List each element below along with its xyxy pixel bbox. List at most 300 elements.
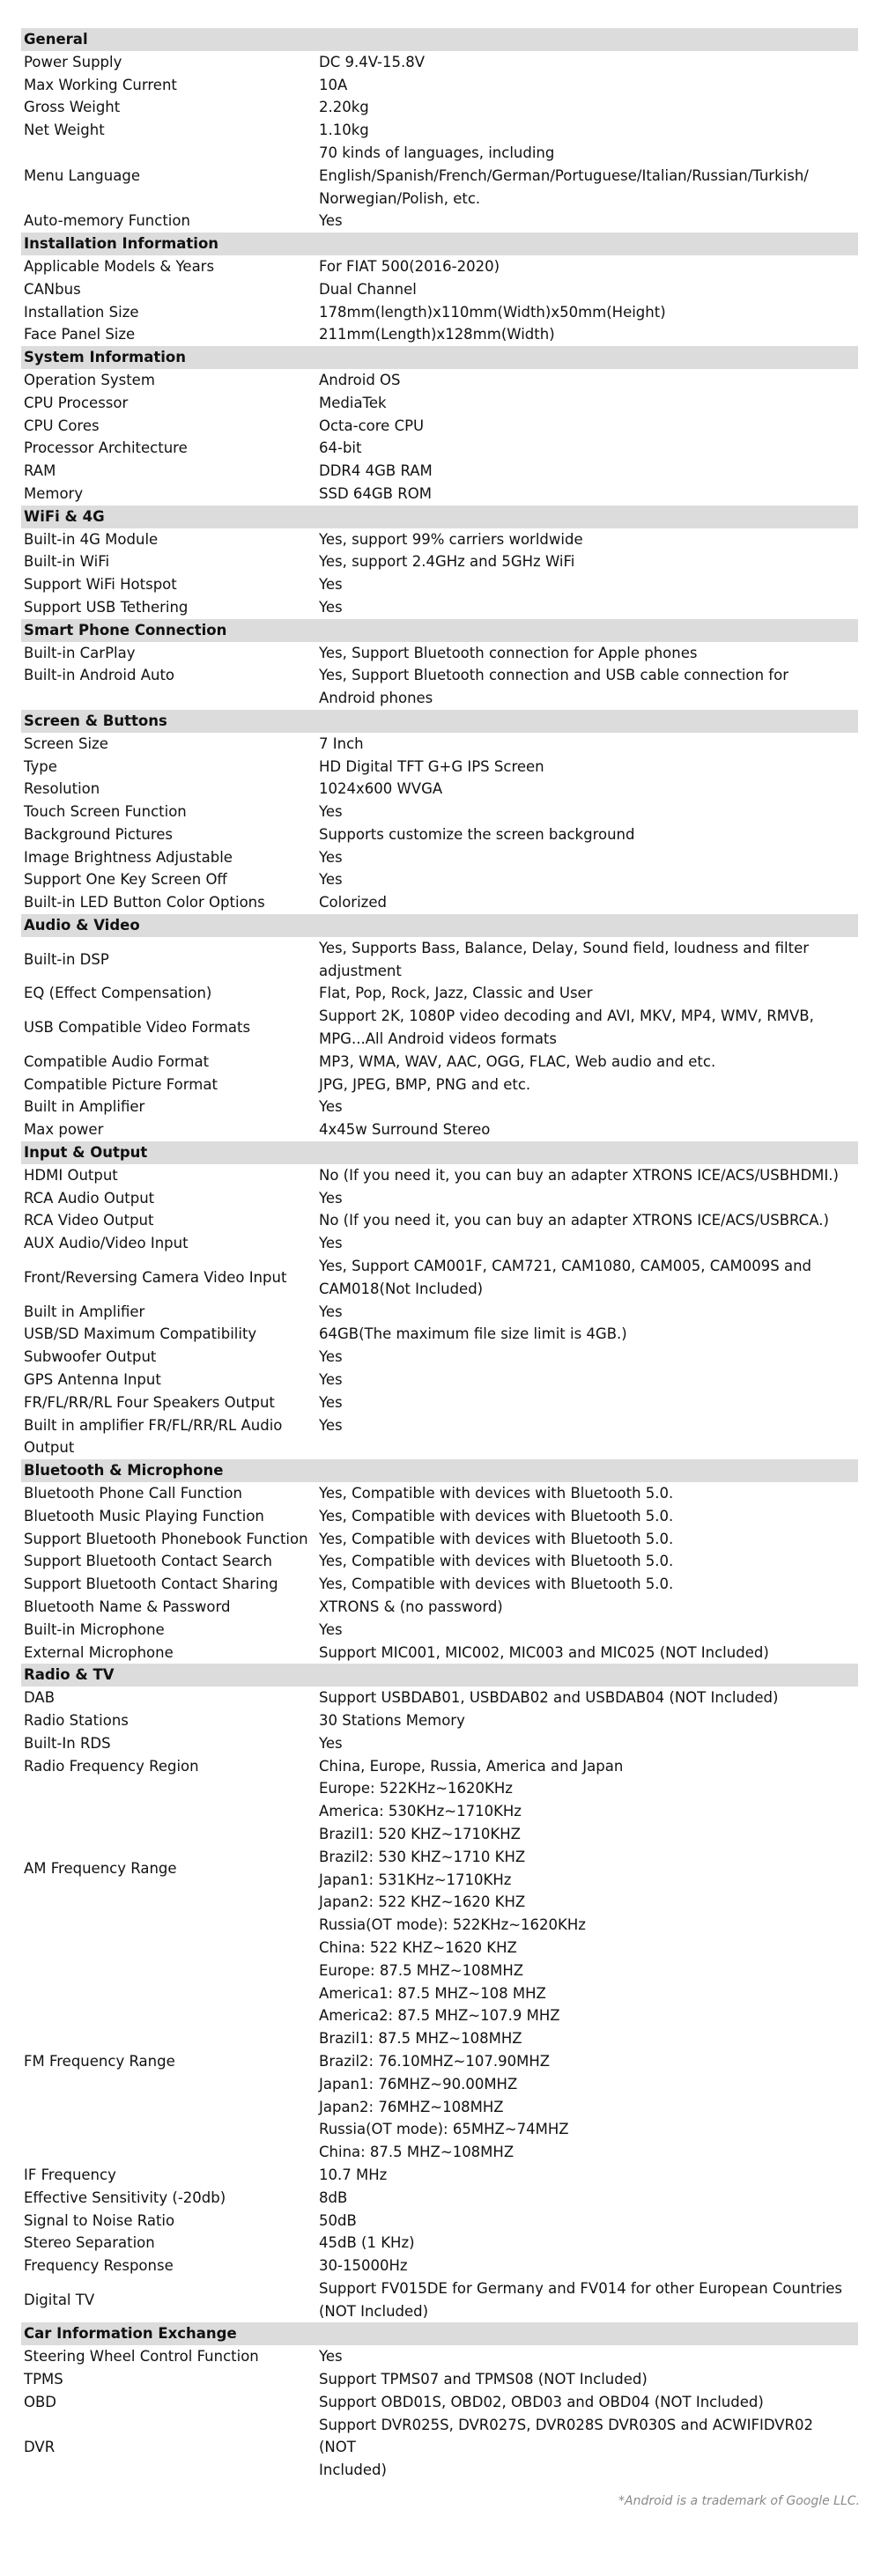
spec-value-line: Yes, support 99% carriers worldwide: [319, 530, 583, 548]
spec-label: Net Weight: [24, 122, 105, 139]
spec-label: Stereo Separation: [24, 2234, 155, 2252]
spec-value: [319, 369, 858, 392]
spec-label: Auto-memory Function: [24, 212, 190, 230]
spec-row: [21, 142, 858, 210]
spec-row: [21, 1118, 858, 1141]
spec-row: [21, 1323, 858, 1346]
spec-value-line: Yes: [319, 1235, 343, 1252]
spec-value-line: America: 530KHz~1710KHz: [319, 1803, 522, 1820]
spec-value: [319, 2210, 858, 2233]
spec-value: [319, 1209, 858, 1232]
spec-value-line: Russia(OT mode): 522KHz~1620KHz: [319, 1916, 586, 1934]
spec-label: RCA Audio Output: [24, 1189, 155, 1207]
spec-value-line: Japan2: 522 KHZ~1620 KHZ: [319, 1893, 526, 1911]
spec-row: [21, 2391, 858, 2414]
spec-value: [319, 528, 858, 551]
spec-value-line: 7 Inch: [319, 734, 364, 752]
spec-label: Built in Amplifier: [24, 1098, 145, 1116]
spec-row: [21, 1164, 858, 1187]
spec-row: [21, 1642, 858, 1664]
spec-value-line: 70 kinds of languages, including: [319, 144, 555, 161]
spec-row: [21, 1573, 858, 1596]
spec-value: [319, 868, 858, 891]
spec-label: Support Bluetooth Contact Search: [24, 1553, 272, 1570]
spec-value-line: Yes: [319, 1303, 343, 1320]
spec-label: Digital TV: [24, 2291, 95, 2308]
spec-value-line: Yes, Supports Bass, Balance, Delay, Sound field, loudness and filter: [319, 939, 810, 956]
spec-label: Built in Amplifier: [24, 1303, 145, 1320]
section-header-smart-phone-connection: Smart Phone Connection: [21, 619, 858, 642]
spec-value-line: Norwegian/Polish, etc.: [319, 189, 481, 207]
spec-value: [319, 1118, 858, 1141]
spec-label: USB Compatible Video Formats: [24, 1019, 251, 1037]
spec-label: CPU Cores: [24, 417, 100, 434]
spec-value-line: 30-15000Hz: [319, 2257, 408, 2275]
spec-row: [21, 437, 858, 460]
spec-label: DVR: [24, 2439, 56, 2456]
spec-value: [319, 1596, 858, 1619]
spec-row: [21, 392, 858, 415]
spec-value: [319, 460, 858, 483]
spec-value: [319, 119, 858, 142]
spec-row: [21, 2232, 858, 2255]
spec-value: [319, 982, 858, 1005]
spec-value: [319, 1414, 858, 1460]
spec-value: [319, 664, 858, 710]
spec-row: [21, 1391, 858, 1414]
spec-value-line: For FIAT 500(2016-2020): [319, 257, 500, 275]
spec-value-line: Yes: [319, 871, 343, 889]
spec-value-line: Europe: 87.5 MHZ~108MHZ: [319, 1961, 524, 1979]
spec-value: [319, 1369, 858, 1391]
spec-label: Signal to Noise Ratio: [24, 2211, 175, 2229]
spec-value: [319, 1096, 858, 1118]
spec-value-line: Japan1: 76MHZ~90.00MHZ: [319, 2075, 518, 2093]
spec-value-line: Supports customize the screen background: [319, 825, 635, 843]
spec-label: Support USB Tethering: [24, 598, 189, 616]
spec-value: [319, 51, 858, 74]
spec-row: [21, 642, 858, 665]
spec-label: OBD: [24, 2393, 57, 2410]
spec-value-line: Brazil1: 520 KHZ~1710KHZ: [319, 1825, 521, 1842]
spec-value: [319, 642, 858, 665]
spec-value: [319, 1573, 858, 1596]
spec-label: Applicable Models & Years: [24, 257, 215, 275]
spec-value-line: Support FV015DE for Germany and FV014 for other European Countries: [319, 2279, 843, 2297]
spec-value-line: 64-bit: [319, 439, 362, 457]
spec-value-line: China: 87.5 MHZ~108MHZ: [319, 2144, 515, 2161]
spec-row: [21, 778, 858, 801]
spec-value-line: No (If you need it, you can buy an adapter XTRONS ICE/ACS/USBHDMI.): [319, 1166, 839, 1184]
spec-row: [21, 1346, 858, 1369]
spec-value-line: Yes: [319, 1416, 343, 1434]
spec-label: CANbus: [24, 280, 81, 298]
spec-label: Support WiFi Hotspot: [24, 576, 177, 594]
spec-value: [319, 1505, 858, 1528]
spec-row: [21, 1528, 858, 1551]
spec-value: [319, 142, 858, 210]
spec-label: Bluetooth Music Playing Function: [24, 1507, 264, 1524]
spec-value-line: Yes: [319, 1371, 343, 1389]
section-header-bluetooth-microphone: Bluetooth & Microphone: [21, 1459, 858, 1482]
spec-value: [319, 1777, 858, 1959]
spec-value: [319, 483, 858, 506]
spec-label: AM Frequency Range: [24, 1859, 177, 1877]
spec-value-line: Brazil2: 530 KHZ~1710 KHZ: [319, 1848, 526, 1865]
spec-label: Bluetooth Name & Password: [24, 1598, 231, 1615]
spec-label: Support Bluetooth Phonebook Function: [24, 1530, 308, 1547]
spec-row: [21, 868, 858, 891]
spec-value-line: No (If you need it, you can buy an adapter XTRONS ICE/ACS/USBRCA.): [319, 1212, 829, 1229]
spec-value-line: DC 9.4V-15.8V: [319, 53, 426, 70]
spec-row: [21, 2414, 858, 2482]
spec-value-line: 211mm(Length)x128mm(Width): [319, 326, 555, 343]
spec-value-line: China: 522 KHZ~1620 KHZ: [319, 1938, 517, 1956]
spec-value: [319, 801, 858, 823]
spec-row: [21, 1232, 858, 1255]
spec-value-line: Yes: [319, 1348, 343, 1366]
spec-value-line: Support TPMS07 and TPMS08 (NOT Included): [319, 2371, 648, 2388]
spec-value-line: Brazil2: 76.10MHZ~107.90MHZ: [319, 2052, 551, 2070]
spec-label: HDMI Output: [24, 1166, 118, 1184]
trademark-footnote: *Android is a trademark of Google LLC.: [618, 2494, 860, 2508]
spec-value: [319, 1687, 858, 1709]
spec-row: [21, 801, 858, 823]
spec-value: [319, 1482, 858, 1505]
spec-row: [21, 323, 858, 346]
spec-row: [21, 460, 858, 483]
spec-label: FR/FL/RR/RL Four Speakers Output: [24, 1393, 275, 1411]
spec-label: Screen Size: [24, 734, 108, 752]
spec-value: [319, 1709, 858, 1732]
spec-row: [21, 1301, 858, 1324]
spec-value-line: Dual Channel: [319, 280, 417, 298]
spec-row: [21, 301, 858, 324]
spec-value-line: Yes: [319, 803, 343, 821]
spec-label: Max power: [24, 1121, 104, 1139]
spec-row: [21, 1960, 858, 2164]
spec-label: Max Working Current: [24, 76, 177, 93]
spec-value: [319, 437, 858, 460]
spec-label: Gross Weight: [24, 99, 121, 116]
spec-value: [319, 1642, 858, 1664]
spec-value-line: English/Spanish/French/German/Portuguese/Italian/Russian/Turkish/: [319, 166, 809, 184]
spec-row: [21, 2345, 858, 2368]
spec-row: [21, 2210, 858, 2233]
spec-label: External Microphone: [24, 1643, 174, 1661]
spec-value: [319, 891, 858, 914]
spec-value-line: Yes: [319, 212, 343, 230]
spec-value-line: SSD 64GB ROM: [319, 484, 432, 502]
spec-value: [319, 1619, 858, 1642]
spec-value: [319, 2255, 858, 2277]
spec-value-line: 30 Stations Memory: [319, 1711, 465, 1729]
spec-value-line: CAM018(Not Included): [319, 1280, 484, 1297]
spec-label: Built-In RDS: [24, 1734, 111, 1752]
spec-row: [21, 1777, 858, 1959]
spec-value-line: Yes: [319, 598, 343, 616]
spec-label: Built-in 4G Module: [24, 530, 159, 548]
spec-label: Power Supply: [24, 53, 122, 70]
spec-value-line: Support OBD01S, OBD02, OBD03 and OBD04 (NOT Included): [319, 2393, 764, 2410]
spec-value-line: HD Digital TFT G+G IPS Screen: [319, 757, 544, 775]
spec-row: [21, 982, 858, 1005]
spec-value: [319, 1051, 858, 1074]
spec-label: Frequency Response: [24, 2257, 174, 2275]
spec-label: Built-in LED Button Color Options: [24, 894, 265, 912]
spec-row: [21, 528, 858, 551]
spec-value: [319, 1960, 858, 2164]
spec-value: [319, 1005, 858, 1051]
spec-value-line: Yes, Compatible with devices with Bluetooth 5.0.: [319, 1485, 674, 1502]
spec-label: Compatible Picture Format: [24, 1075, 218, 1093]
spec-label: Installation Size: [24, 303, 139, 321]
spec-value-line: Yes: [319, 848, 343, 866]
spec-value-line: Yes, Compatible with devices with Bluetooth 5.0.: [319, 1553, 674, 1570]
spec-row: [21, 1482, 858, 1505]
spec-value: [319, 1550, 858, 1573]
spec-value: [319, 778, 858, 801]
spec-row: [21, 664, 858, 710]
spec-value: [319, 278, 858, 301]
spec-label: Radio Stations: [24, 1711, 129, 1729]
spec-value: [319, 2368, 858, 2391]
spec-value-line: Yes: [319, 1189, 343, 1207]
spec-value: [319, 1391, 858, 1414]
section-header-input-output: Input & Output: [21, 1141, 858, 1164]
spec-value: [319, 596, 858, 619]
section-header-wifi-4g: WiFi & 4G: [21, 506, 858, 528]
spec-row: [21, 74, 858, 97]
spec-row: [21, 733, 858, 756]
spec-row: [21, 1187, 858, 1210]
spec-value: [319, 937, 858, 983]
spec-label: Front/Reversing Camera Video Input: [24, 1268, 287, 1286]
spec-value: [319, 1755, 858, 1778]
spec-value: [319, 1346, 858, 1369]
spec-row: [21, 1550, 858, 1573]
spec-label: Built-in CarPlay: [24, 644, 136, 661]
section-header-audio-video: Audio & Video: [21, 914, 858, 937]
spec-value-line: Colorized: [319, 894, 387, 912]
spec-value-line: (NOT Included): [319, 2302, 429, 2320]
spec-value-line: 178mm(length)x110mm(Width)x50mm(Height): [319, 303, 666, 321]
spec-value-line: Japan1: 531KHz~1710KHz: [319, 1871, 512, 1888]
spec-row: [21, 1755, 858, 1778]
spec-row: [21, 278, 858, 301]
spec-label: Built-in Microphone: [24, 1620, 165, 1638]
spec-value-line: 1024x600 WVGA: [319, 780, 443, 798]
spec-value: [319, 1528, 858, 1551]
spec-row: [21, 1687, 858, 1709]
spec-value: [319, 1187, 858, 1210]
spec-value-line: Octa-core CPU: [319, 417, 425, 434]
spec-label: AUX Audio/Video Input: [24, 1235, 189, 1252]
spec-row: [21, 1369, 858, 1391]
spec-label: Effective Sensitivity (-20db): [24, 2188, 226, 2206]
spec-value-line: Support MIC001, MIC002, MIC003 and MIC025 (NOT Included): [319, 1643, 769, 1661]
spec-value-line: Yes, support 2.4GHz and 5GHz WiFi: [319, 553, 575, 571]
spec-value-line: Yes, Support CAM001F, CAM721, CAM1080, CAM005, CAM009S and: [319, 1258, 811, 1275]
spec-value: [319, 1301, 858, 1324]
section-header-car-information-exchange: Car Information Exchange: [21, 2322, 858, 2345]
spec-label: Resolution: [24, 780, 100, 798]
spec-row: [21, 1709, 858, 1732]
spec-row: [21, 255, 858, 278]
spec-value: [319, 301, 858, 324]
spec-row: [21, 369, 858, 392]
spec-value-line: MPG...All Android videos formats: [319, 1030, 558, 1048]
spec-value: [319, 2187, 858, 2210]
spec-label: CPU Processor: [24, 394, 129, 411]
spec-value-line: China, Europe, Russia, America and Japan: [319, 1757, 624, 1775]
spec-row: [21, 550, 858, 573]
specification-table: [21, 28, 858, 2482]
spec-value: [319, 2345, 858, 2368]
spec-value-line: Yes, Support Bluetooth connection and USB cable connection for: [319, 667, 788, 684]
spec-value: [319, 846, 858, 869]
spec-value-line: Europe: 522KHz~1620KHz: [319, 1780, 513, 1797]
spec-label: Background Pictures: [24, 825, 174, 843]
section-header-radio-tv: Radio & TV: [21, 1664, 858, 1687]
spec-row: [21, 1005, 858, 1051]
spec-value-line: Yes, Compatible with devices with Bluetooth 5.0.: [319, 1507, 674, 1524]
spec-value: [319, 96, 858, 119]
spec-label: Radio Frequency Region: [24, 1757, 199, 1775]
spec-row: [21, 1596, 858, 1619]
spec-value-line: 10.7 MHz: [319, 2166, 388, 2183]
spec-label: Steering Wheel Control Function: [24, 2348, 259, 2366]
spec-value: [319, 255, 858, 278]
spec-value-line: Brazil1: 87.5 MHZ~108MHZ: [319, 2030, 522, 2048]
spec-label: TPMS: [24, 2371, 63, 2388]
spec-label: Operation System: [24, 371, 155, 388]
spec-value: [319, 2391, 858, 2414]
spec-label: Memory: [24, 484, 84, 502]
spec-label: Image Brightness Adjustable: [24, 848, 233, 866]
spec-row: [21, 210, 858, 233]
spec-label: Built in amplifier FR/FL/RR/RL Audio Output: [24, 1416, 283, 1457]
spec-row: [21, 1505, 858, 1528]
spec-label: IF Frequency: [24, 2166, 116, 2183]
spec-value-line: MediaTek: [319, 394, 387, 411]
spec-row: [21, 2187, 858, 2210]
spec-value: [319, 392, 858, 415]
spec-value-line: Android OS: [319, 371, 401, 388]
spec-value-line: XTRONS & (no password): [319, 1598, 503, 1615]
spec-row: [21, 937, 858, 983]
spec-row: [21, 2277, 858, 2323]
spec-value-line: Yes, Compatible with devices with Bluetooth 5.0.: [319, 1576, 674, 1593]
spec-value-line: 45dB (1 KHz): [319, 2234, 415, 2252]
spec-label: RCA Video Output: [24, 1212, 154, 1229]
spec-value-line: America2: 87.5 MHZ~107.9 MHZ: [319, 2007, 560, 2025]
spec-value-line: Support 2K, 1080P video decoding and AVI, MKV, MP4, WMV, RMVB,: [319, 1008, 814, 1025]
spec-row: [21, 483, 858, 506]
spec-label: DAB: [24, 1689, 56, 1707]
spec-label: Touch Screen Function: [24, 803, 187, 821]
spec-value-line: DDR4 4GB RAM: [319, 462, 433, 480]
spec-value-line: 10A: [319, 76, 348, 93]
spec-value-line: Japan2: 76MHZ~108MHZ: [319, 2098, 504, 2115]
spec-value-line: Android phones: [319, 690, 433, 707]
spec-label: Menu Language: [24, 166, 140, 184]
spec-value: [319, 823, 858, 846]
spec-label: Processor Architecture: [24, 439, 188, 457]
spec-row: [21, 846, 858, 869]
section-header-installation-information: Installation Information: [21, 233, 858, 255]
spec-row: [21, 891, 858, 914]
spec-row: [21, 596, 858, 619]
spec-value-line: Yes: [319, 1734, 343, 1752]
spec-row: [21, 823, 858, 846]
spec-row: [21, 415, 858, 438]
spec-value-line: MP3, WMA, WAV, AAC, OGG, FLAC, Web audio and etc.: [319, 1052, 716, 1070]
spec-value: [319, 74, 858, 97]
spec-value: [319, 573, 858, 596]
spec-label: Built-in DSP: [24, 950, 109, 968]
spec-value: [319, 415, 858, 438]
spec-value-line: Yes: [319, 576, 343, 594]
spec-label: Bluetooth Phone Call Function: [24, 1485, 242, 1502]
spec-value: [319, 2414, 858, 2482]
spec-row: [21, 1051, 858, 1074]
spec-value-line: 4x45w Surround Stereo: [319, 1121, 491, 1139]
spec-value: [319, 1164, 858, 1187]
spec-value: [319, 1074, 858, 1096]
spec-row: [21, 1414, 858, 1460]
spec-label: Built-in WiFi: [24, 553, 110, 571]
spec-value: [319, 756, 858, 779]
spec-value: [319, 550, 858, 573]
spec-label: Support One Key Screen Off: [24, 871, 227, 889]
spec-row: [21, 51, 858, 74]
spec-value-line: 50dB: [319, 2211, 357, 2229]
spec-value-line: America1: 87.5 MHZ~108 MHZ: [319, 1984, 546, 2002]
section-header-system-information: System Information: [21, 346, 858, 369]
spec-label: FM Frequency Range: [24, 2052, 175, 2070]
spec-value-line: Included): [319, 2462, 387, 2479]
spec-label: RAM: [24, 462, 56, 480]
spec-row: [21, 1255, 858, 1301]
spec-row: [21, 1074, 858, 1096]
section-header-general: General: [21, 28, 858, 51]
spec-value: [319, 1323, 858, 1346]
spec-value-line: Yes: [319, 2348, 343, 2366]
spec-row: [21, 2368, 858, 2391]
spec-label: Compatible Audio Format: [24, 1052, 210, 1070]
spec-value-line: Yes, Compatible with devices with Bluetooth 5.0.: [319, 1530, 674, 1547]
spec-value: [319, 210, 858, 233]
spec-value-line: Yes: [319, 1098, 343, 1116]
spec-value-line: Russia(OT mode): 65MHZ~74MHZ: [319, 2121, 569, 2138]
spec-value-line: Yes: [319, 1620, 343, 1638]
spec-value-line: 8dB: [319, 2188, 348, 2206]
spec-value-line: Support USBDAB01, USBDAB02 and USBDAB04 (NOT Included): [319, 1689, 779, 1707]
spec-value-line: adjustment: [319, 962, 402, 979]
spec-label: USB/SD Maximum Compatibility: [24, 1325, 257, 1343]
spec-value-line: 1.10kg: [319, 122, 369, 139]
spec-value: [319, 1232, 858, 1255]
spec-value-line: 64GB(The maximum file size limit is 4GB.): [319, 1325, 627, 1343]
spec-row: [21, 2164, 858, 2187]
spec-value-line: Yes, Support Bluetooth connection for Apple phones: [319, 644, 698, 661]
spec-label: Built-in Android Auto: [24, 667, 175, 684]
section-header-screen-buttons: Screen & Buttons: [21, 710, 858, 733]
spec-row: [21, 2255, 858, 2277]
spec-row: [21, 1209, 858, 1232]
spec-row: [21, 1619, 858, 1642]
